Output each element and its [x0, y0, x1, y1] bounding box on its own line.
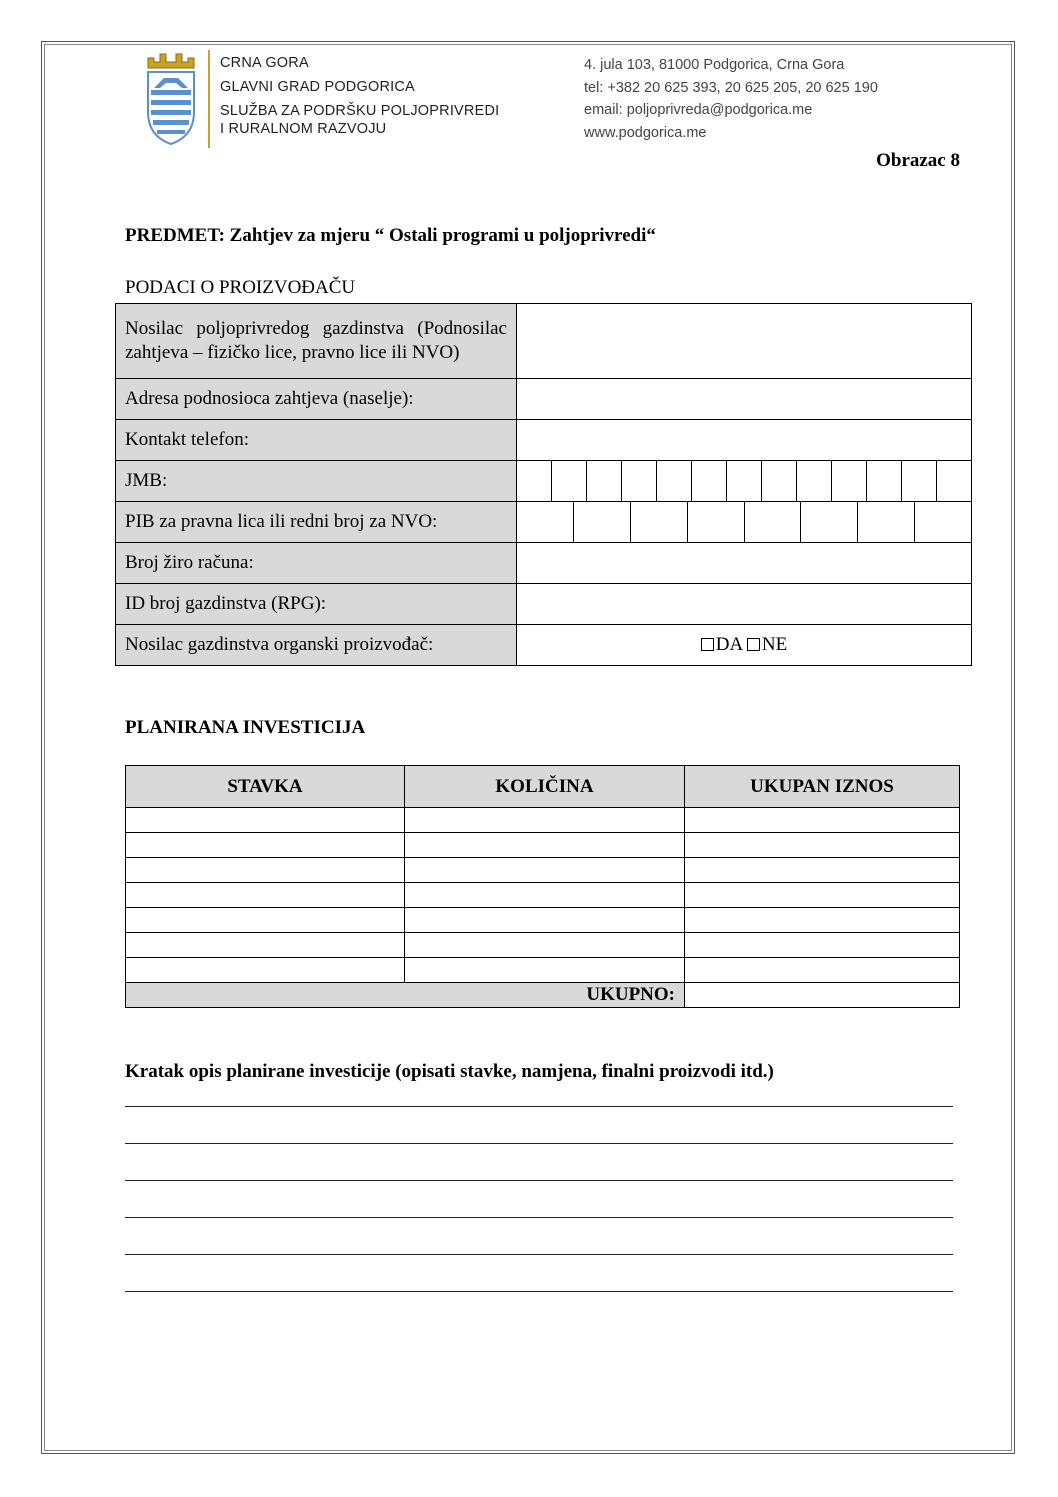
quantity-cell[interactable] — [405, 958, 685, 983]
pib-digit-box[interactable] — [687, 502, 744, 542]
amount-cell[interactable] — [685, 833, 960, 858]
organic-no-label: NE — [761, 634, 788, 655]
holder-label: Nosilac poljoprivredog gazdinstva (Podnosilac zahtjeva – fizičko lice, pravno lice ili NVO) — [116, 304, 517, 379]
pib-digit-box[interactable] — [744, 502, 801, 542]
pib-digit-box[interactable] — [857, 502, 914, 542]
quantity-cell[interactable] — [405, 883, 685, 908]
amount-cell[interactable] — [685, 808, 960, 833]
table-row — [126, 833, 960, 858]
description-section-title: Kratak opis planirane investicije (opisati stavke, namjena, finalni proizvodi itd.) — [125, 1061, 774, 1082]
description-line[interactable] — [125, 1181, 953, 1218]
contact-block — [584, 54, 878, 144]
description-lines — [125, 1091, 953, 1292]
address-label: Adresa podnosioca zahtjeva (naselje): — [116, 379, 517, 420]
account-field[interactable] — [517, 543, 972, 584]
subject-line: PREDMET: Zahtjev za mjeru “ Ostali programi u poljoprivredi“ — [125, 225, 656, 246]
table-row — [116, 420, 972, 461]
jmb-digit-box[interactable] — [656, 461, 691, 501]
description-line[interactable] — [125, 1091, 953, 1107]
pib-digit-box[interactable] — [800, 502, 857, 542]
table-row — [116, 625, 972, 666]
item-cell[interactable] — [126, 858, 405, 883]
column-header-item: STAVKA — [126, 766, 405, 808]
quantity-cell[interactable] — [405, 933, 685, 958]
address-field[interactable] — [517, 379, 972, 420]
contact-website: www.podgorica.me — [584, 124, 707, 141]
table-row — [116, 543, 972, 584]
producer-section-title: PODACI O PROIZVOĐAČU — [125, 277, 356, 298]
description-line[interactable] — [125, 1255, 953, 1292]
organic-no-checkbox[interactable] — [747, 638, 760, 651]
jmb-digit-box[interactable] — [831, 461, 866, 501]
jmb-digit-box[interactable] — [621, 461, 656, 501]
item-cell[interactable] — [126, 908, 405, 933]
jmb-digit-box[interactable] — [726, 461, 761, 501]
org-line-service: SLUŽBA ZA PODRŠKU POLJOPRIVREDI — [220, 103, 500, 119]
item-cell[interactable] — [126, 933, 405, 958]
jmb-digit-box[interactable] — [761, 461, 796, 501]
pib-digit-box[interactable] — [517, 502, 573, 542]
item-cell[interactable] — [126, 833, 405, 858]
organic-label: Nosilac gazdinstva organski proizvođač: — [116, 625, 517, 666]
table-row — [116, 379, 972, 420]
producer-data-table — [115, 303, 972, 666]
table-row — [116, 502, 972, 543]
jmb-digit-box[interactable] — [796, 461, 831, 501]
phone-field[interactable] — [517, 420, 972, 461]
amount-cell[interactable] — [685, 858, 960, 883]
jmb-label: JMB: — [116, 461, 517, 502]
org-line-country: CRNA GORA — [220, 55, 309, 71]
jmb-field[interactable] — [517, 461, 972, 502]
table-row — [126, 858, 960, 883]
column-header-total-amount: UKUPAN IZNOS — [685, 766, 960, 808]
description-line[interactable] — [125, 1144, 953, 1181]
amount-cell[interactable] — [685, 908, 960, 933]
pib-digit-box[interactable] — [573, 502, 630, 542]
org-line-city: GLAVNI GRAD PODGORICA — [220, 79, 415, 95]
organic-yes-label: DA — [715, 634, 743, 655]
investment-section-title: PLANIRANA INVESTICIJA — [125, 717, 366, 738]
item-cell[interactable] — [126, 808, 405, 833]
quantity-cell[interactable] — [405, 908, 685, 933]
farm-id-label: ID broj gazdinstva (RPG): — [116, 584, 517, 625]
item-cell[interactable] — [126, 883, 405, 908]
contact-phone: tel: +382 20 625 393, 20 625 205, 20 625 190 — [584, 79, 878, 96]
amount-cell[interactable] — [685, 883, 960, 908]
investment-table — [125, 765, 960, 1008]
table-row — [126, 933, 960, 958]
jmb-digit-box[interactable] — [551, 461, 586, 501]
description-line[interactable] — [125, 1107, 953, 1144]
total-amount-cell[interactable] — [685, 983, 960, 1008]
table-row — [116, 304, 972, 379]
table-row — [126, 908, 960, 933]
table-row — [126, 808, 960, 833]
table-row — [126, 883, 960, 908]
table-row — [116, 584, 972, 625]
header-divider — [208, 50, 210, 148]
contact-address: 4. jula 103, 81000 Podgorica, Crna Gora — [584, 57, 845, 73]
organic-options — [517, 625, 972, 666]
organic-yes-checkbox[interactable] — [701, 638, 714, 651]
jmb-digit-box[interactable] — [866, 461, 901, 501]
pib-digit-box[interactable] — [630, 502, 687, 542]
account-label: Broj žiro računa: — [116, 543, 517, 584]
form-number: Obrazac 8 — [876, 150, 960, 171]
column-header-quantity: KOLIČINA — [405, 766, 685, 808]
table-row — [126, 958, 960, 983]
quantity-cell[interactable] — [405, 833, 685, 858]
item-cell[interactable] — [126, 958, 405, 983]
phone-label: Kontakt telefon: — [116, 420, 517, 461]
quantity-cell[interactable] — [405, 808, 685, 833]
jmb-digit-box[interactable] — [586, 461, 621, 501]
table-row — [116, 461, 972, 502]
jmb-digit-box[interactable] — [936, 461, 971, 501]
pib-field[interactable] — [517, 502, 972, 543]
organization-block — [220, 54, 499, 138]
org-line-service-cont: I RURALNOM RAZVOJU — [220, 121, 387, 137]
pib-label: PIB za pravna lica ili redni broj za NVO: — [116, 502, 517, 543]
pib-digit-box[interactable] — [914, 502, 971, 542]
jmb-digit-box[interactable] — [901, 461, 936, 501]
quantity-cell[interactable] — [405, 858, 685, 883]
podgorica-crest-icon — [142, 50, 200, 146]
description-line[interactable] — [125, 1218, 953, 1255]
amount-cell[interactable] — [685, 933, 960, 958]
total-row — [126, 983, 960, 1008]
jmb-digit-box[interactable] — [691, 461, 726, 501]
contact-email: email: poljoprivreda@podgorica.me — [584, 102, 813, 118]
jmb-digit-box[interactable] — [517, 461, 551, 501]
farm-id-field[interactable] — [517, 584, 972, 625]
amount-cell[interactable] — [685, 958, 960, 983]
holder-field[interactable] — [517, 304, 972, 379]
total-label: UKUPNO: — [126, 983, 685, 1008]
table-header-row — [126, 766, 960, 808]
